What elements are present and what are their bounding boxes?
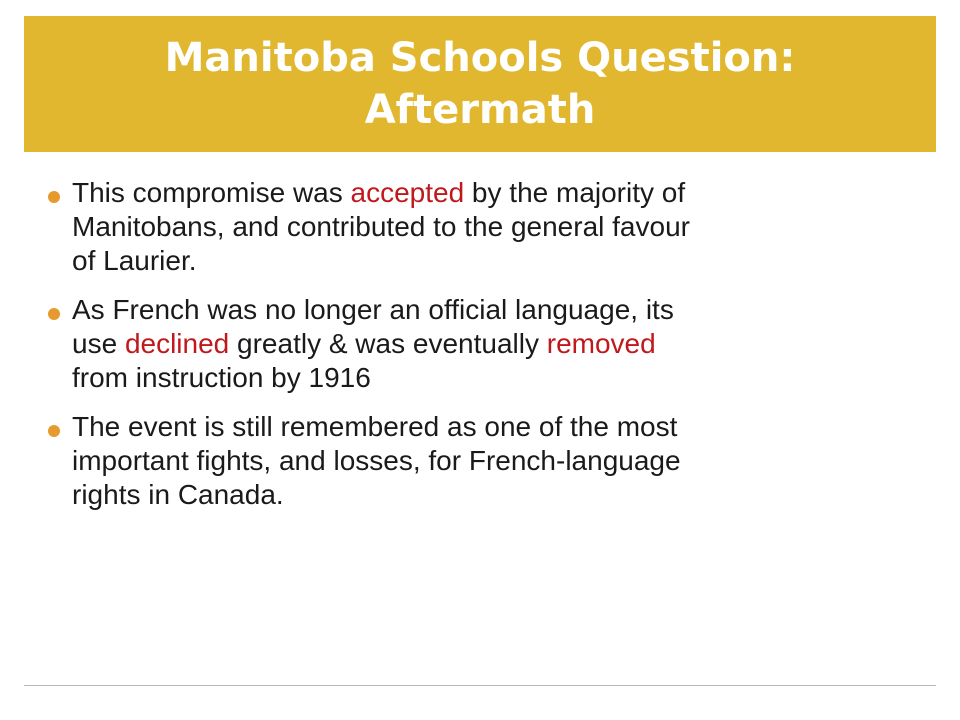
bullet-dot-icon bbox=[48, 425, 60, 437]
bullet-2-text: greatly & was eventually bbox=[229, 328, 547, 359]
highlight-accepted: accepted bbox=[350, 177, 465, 208]
footer-divider bbox=[24, 685, 936, 686]
bullet-1-line-1 bbox=[72, 176, 908, 210]
bullet-item-3 bbox=[48, 410, 908, 512]
highlight-declined: declined bbox=[124, 328, 230, 359]
bullet-item-1 bbox=[48, 176, 908, 278]
bullet-item-2 bbox=[48, 293, 908, 395]
bullet-1-line-2: Manitobans, and contributed to the general favour bbox=[72, 211, 690, 242]
bullet-2-line-3: from instruction by 1916 bbox=[72, 362, 371, 393]
bullet-2-line-1: As French was no longer an official language, its bbox=[72, 294, 674, 325]
bullet-3-line-3: rights in Canada. bbox=[72, 479, 284, 510]
bullet-1-text: by the majority of bbox=[464, 177, 686, 208]
bullet-3-line-2: important fights, and losses, for French-language bbox=[72, 445, 681, 476]
bullet-1-line-3: of Laurier. bbox=[72, 245, 197, 276]
bullet-1-text: This compromise was bbox=[72, 177, 351, 208]
bullet-list bbox=[48, 176, 908, 527]
bullet-2-line-2 bbox=[72, 327, 908, 361]
title-banner bbox=[24, 16, 936, 152]
slide-title-line-1: Manitoba Schools Question: bbox=[164, 35, 796, 81]
bullet-dot-icon bbox=[48, 191, 60, 203]
bullet-dot-icon bbox=[48, 308, 60, 320]
slide-title-line-2: Aftermath bbox=[364, 87, 596, 133]
bullet-3-line-1: The event is still remembered as one of the most bbox=[72, 411, 678, 442]
highlight-removed: removed bbox=[546, 328, 656, 359]
bullet-2-text: use bbox=[72, 328, 125, 359]
